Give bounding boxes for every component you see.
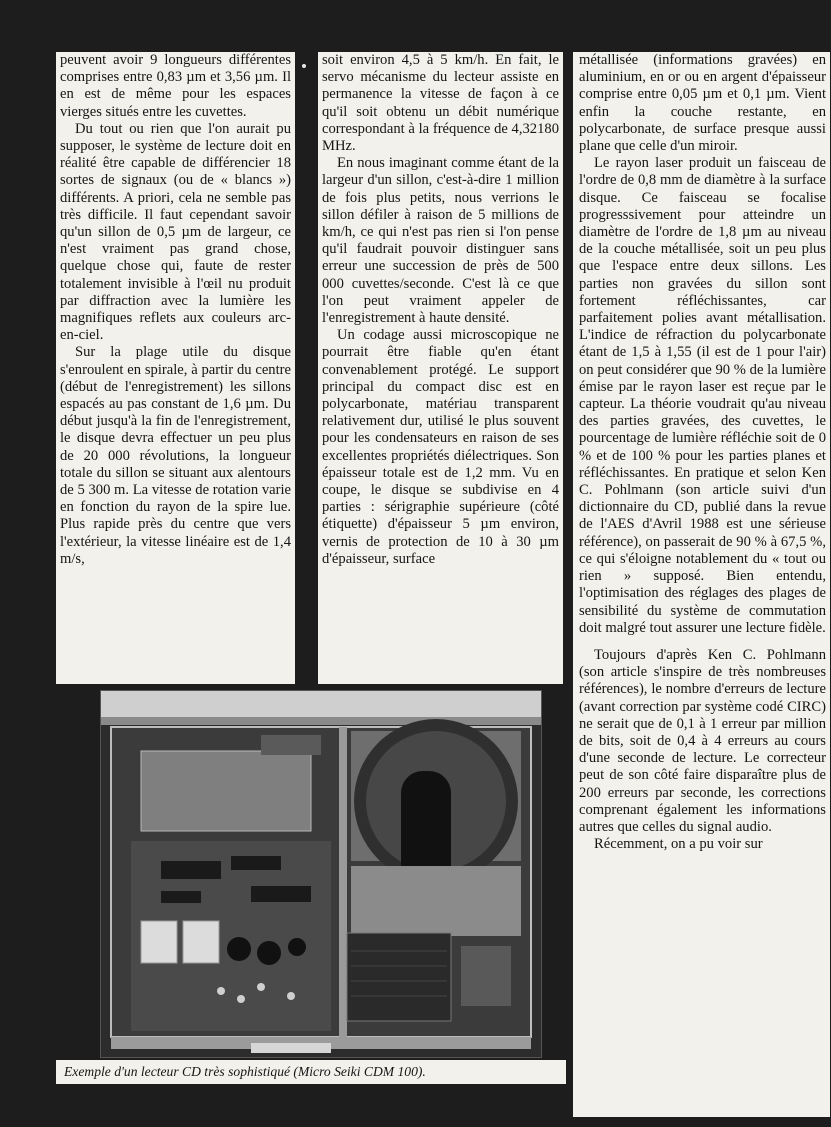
paragraph: Le rayon laser produit un faisceau de l'ordre de 0,8 mm de diamètre à la surface disque. Ce faisceau se focalise progresssivement pour atteindre un diamètre de l'ordre de 1,8 µm au niveau de la couche métallisée, soit un peu plus que l'espace entre deux sillons. Les parties non gravées du sillon sont fortement réfléchissantes, car parfaitement polies avant métallisation. L'indice de réfraction du polycarbonate étant de 1,5 à 1,55 (il est de 1 pour l'air) on peut considérer que 90 % de la lumière émise par le rayon laser est reçue par le capteur. La théorie voudrait qu'au niveau des parties gravées, des cuvettes, le pourcentage de lumière réfléchie soit de 0 % et de 100 % pour les parties planes et réfléchissantes. En pratique et selon Ken C. Pohlmann (son article suivi d'un dictionnaire du CD, publié dans la revue de l'AES d'Avril 1988 est une sérieuse référence), on passerait de 90 % à 67,5 %, ce qui s'éloigne notablement du « tout ou rien » supposé. Bien entendu, l'optimisation des réglages des plages de sensibilité du système de commutation doit malgré tout assurer une lecture fidèle.	[579, 155, 826, 636]
paragraph: En nous imaginant comme étant de la largeur d'un sillon, c'est-à-dire 1 million de fois plus petits, nous verrions le sillon défiler à raison de 5 millions de km/h, ce qui n'est pas rien si l'on pense qu'il faudrait pouvoir distinguer sans erreur une succession de près de 500 000 cuvettes/seconde. C'est là ce que l'on peut vraiment appeler de l'enregistrement à haute densité.	[322, 155, 559, 327]
cd-player-illustration	[101, 691, 541, 1057]
paragraph: Toujours d'après Ken C. Pohlmann (son article s'inspire de très nombreuses références), le nombre d'erreurs de lecture (avant correction par système codé CIRC) ne serait que de 0,1 à 1 erreur par million de bits, soit de 0,4 à 4 erreurs au cours d'une seconde de lecture. Le correcteur peut de son côté faire disparaître plus de 200 erreurs par seconde, les corrections comprenant également les informations autres que celles du signal audio.	[579, 646, 826, 835]
text-column-3	[573, 52, 830, 1117]
cd-player-photo	[100, 690, 542, 1058]
paragraph: peuvent avoir 9 longueurs différentes comprises entre 0,83 µm et 3,56 µm. Il en est de même pour les espaces vierges situés entre les cuvettes.	[60, 52, 291, 120]
paragraph: Du tout ou rien que l'on aurait pu supposer, le système de lecture doit en réalité être capable de différencier 18 sortes de signaux (ou de « blancs ») différents. A priori, cela ne semble pas très difficile. Il faut cependant savoir qu'un sillon de 0,5 µm de largeur, ce n'est vraiment pas grand chose, quelque chose qui, faute de rester totalement invisible à l'œil nu produit par diffraction avec la lumière les magnifiques reflets aux couleurs arc-en-ciel.	[60, 120, 291, 344]
paragraph: soit environ 4,5 à 5 km/h. En fait, le servo mécanisme du lecteur assiste en permanence la vitesse de façon à ce qu'il soit obtenu un débit numérique correspondant à la fréquence de 4,32180 MHz.	[322, 52, 559, 155]
text-column-1	[56, 52, 295, 684]
paragraph: métallisée (informations gravées) en aluminium, en or ou en argent d'épaisseur comprise entre 0,05 µm et 0,1 µm. Vient enfin la couche restante, en polycarbonate, de surface presque aussi plane que celle d'un miroir.	[579, 52, 826, 155]
paragraph: Sur la plage utile du disque s'enroulent en spirale, à partir du centre (début de l'enregistrement) les sillons espacés au pas constant de 1,6 µm. Du début jusqu'à la fin de l'enregistrement, le disque devra effectuer un peu plus de 20 000 révolutions, la longueur totale du sillon se situant aux alentours de 5 300 m. La vitesse de rotation varie en fonction du rayon de la spire lue. Plus rapide près du centre que vers l'extérieur, la vitesse linéaire est de 1,4 m/s,	[60, 344, 291, 567]
bullet-dot	[302, 64, 306, 68]
text-column-2	[318, 52, 563, 684]
figure-caption: Exemple d'un lecteur CD très sophistiqué (Micro Seiki CDM 100).	[56, 1060, 566, 1084]
paragraph: Un codage aussi microscopique ne pourrait être fiable qu'en étant convenablement protégé. Le support principal du compact disc est en polycarbonate, matériau transparent relativement dur, utilisé le plus souvent pour les condensateurs en raison de ses excellentes propriétés diélectriques. Son épaisseur totale est de 1,2 mm. Vu en coupe, le disque se subdivise en 4 parties : sérigraphie supérieure (côté étiquette) d'épaisseur 5 µm environ, vernis de protection de 10 à 30 µm d'épaisseur, surface	[322, 327, 559, 567]
paragraph: Récemment, on a pu voir sur	[594, 836, 763, 853]
